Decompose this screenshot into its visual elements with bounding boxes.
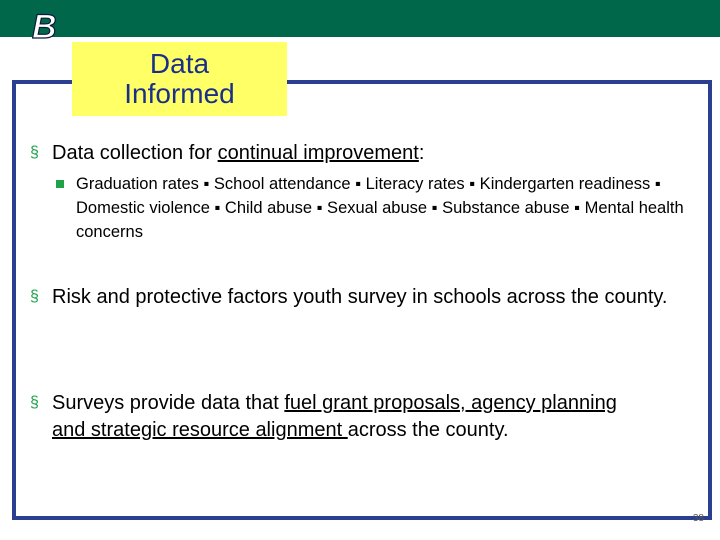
top-bar [0, 0, 720, 37]
bullet-icon: § [30, 288, 39, 305]
title-box [72, 42, 287, 116]
bullet-text: Surveys provide data that fuel grant proposals, agency planning and strategic resource alignment across the county. [52, 392, 617, 441]
page-number: 38 [692, 513, 704, 524]
bullet-text: Data collection for continual improvement: [52, 142, 425, 164]
square-bullet-icon [56, 180, 64, 188]
sub-bullet [56, 172, 686, 244]
bullet-text: Risk and protective factors youth survey in schools across the county. [52, 286, 668, 308]
bullet-1 [30, 140, 424, 167]
sub-bullet-text: Graduation rates ▪ School attendance ▪ Literacy rates ▪ Kindergarten readiness ▪ Domestic violence ▪ Child abuse ▪ Sexual abuse ▪ Substance abuse ▪ Mental health concerns [76, 175, 684, 241]
bullet-icon: § [30, 144, 39, 161]
slide-title: Data Informed [124, 48, 235, 109]
bullet-2 [30, 284, 690, 311]
b-logo-icon [30, 6, 70, 46]
bullet-icon: § [30, 394, 39, 411]
bullet-3 [30, 390, 690, 444]
svg-text:B: B [32, 8, 57, 46]
